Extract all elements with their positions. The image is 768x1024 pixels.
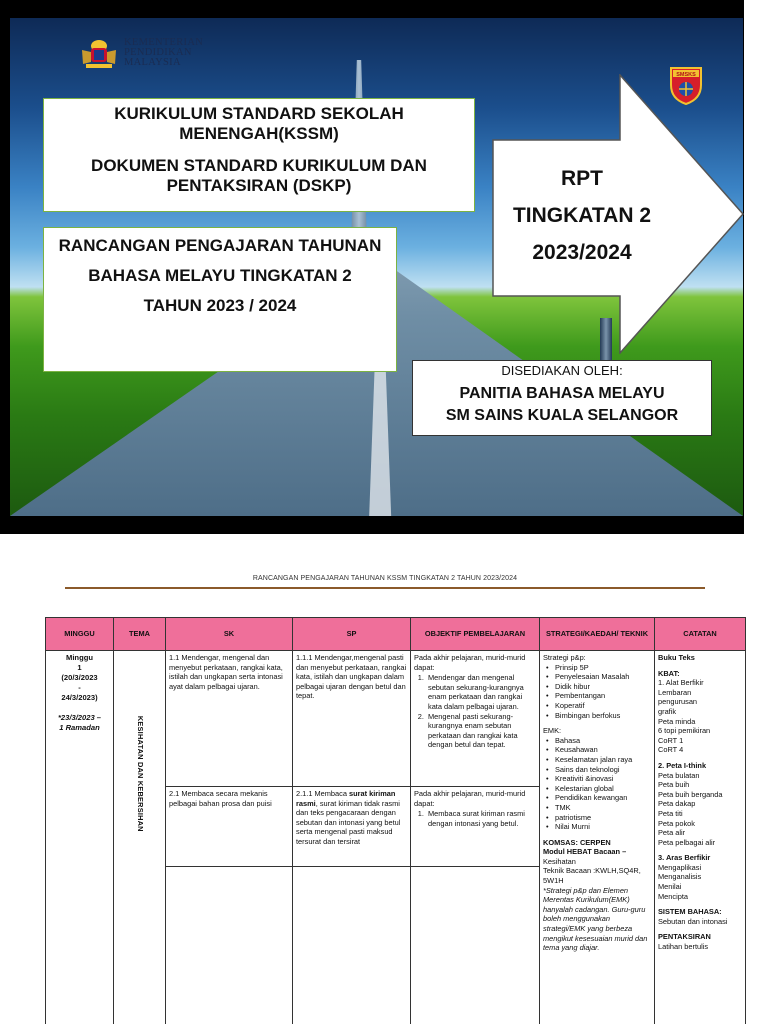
buku-teks: Buku Teks (658, 653, 695, 662)
prepared-by-box (412, 360, 712, 436)
objektif-item: 1. Membaca surat kiriman rasmi dengan intonasi yang betul. (426, 809, 536, 828)
list-item: • Keusahawan (543, 745, 651, 755)
sistem-bahasa: SISTEM BAHASA: (658, 907, 722, 917)
header-minggu: MINGGU (46, 618, 114, 651)
list-item: • Kelestarian global (543, 784, 651, 794)
arrow-tingkatan: TINGKATAN 2 (512, 204, 652, 227)
ramadan-date: *23/3/2023 – (57, 713, 102, 722)
objektif-intro: Pada akhir pelajaran, murid-murid dapat: (414, 789, 526, 808)
list-item: • Sains dan teknologi (543, 765, 651, 775)
rpt-title: RANCANGAN PENGAJARAN TAHUNAN (58, 236, 382, 255)
objektif-cell-2 (411, 787, 540, 867)
list-item: • Pembentangan (543, 691, 651, 701)
table-header-row (46, 618, 746, 651)
minggu-dash: - (78, 683, 81, 692)
objektif-item: 1. Mendengar dan mengenal sebutan sekurang-kurangnya enam perkataan dan rangkai kata dalam pelbagai ujaran. (426, 673, 536, 711)
document-title: RANCANGAN PENGAJARAN TAHUNAN KSSM TINGKATAN 2 TAHUN 2023/2024 (252, 575, 518, 582)
arrow-label (497, 160, 667, 271)
modul-label: Modul HEBAT Bacaan – (543, 847, 627, 857)
header-strategi: STRATEGI/KAEDAH/ TEKNIK (540, 618, 655, 651)
list-item: pengurusan (658, 697, 698, 707)
pentaksiran: PENTAKSIRAN (658, 932, 711, 942)
kssm-box (43, 98, 475, 212)
list-item: • TMK (543, 803, 651, 813)
sp-bold-text: surat kiriman rasmi (296, 789, 396, 808)
sk-cell-2: 2.1 Membaca secara mekanis pelbagai bahan prosa dan puisi (166, 787, 293, 867)
ministry-line-1: KEMENTERIAN (124, 37, 204, 48)
header-catatan: CATATAN (655, 618, 746, 651)
sp-cell-1: 1.1.1 Mendengar,mengenal pasti dan menyebut perkataan, rangkai kata, istilah dan ungkapan dalam pelbagai ujaran dengan betul dan tepat. (293, 651, 411, 787)
minggu-end: 24/3/2023) (61, 693, 98, 702)
prepared-label: DISEDIAKAN OLEH: (501, 363, 623, 378)
table-row (46, 651, 746, 787)
header-tema: TEMA (114, 618, 166, 651)
arrow-rpt: RPT (561, 167, 603, 190)
list-item: • Pendidikan kewangan (543, 793, 651, 803)
list-item: Peta buih berganda (658, 789, 723, 799)
arrow-year: 2023/2024 (532, 241, 632, 264)
list-item: • Nilai Murni (543, 822, 651, 832)
list-item: • patriotisme (543, 813, 651, 823)
list-item: Peta pelbagai alir (658, 837, 716, 847)
list-item: • Keselamatan jalan raya (543, 755, 651, 765)
list-item: Peta titi (658, 808, 683, 818)
emk-title: EMK: (543, 726, 562, 736)
sp-text: , surat kiriman tidak rasmi dan teks pengacaraan dengan sebutan dan intonasi yang betul serta mengenal pasti maksud tersurat dan tersirat (296, 798, 401, 846)
list-item: grafik (658, 706, 677, 716)
list-item: CoRT 4 (658, 745, 684, 755)
minggu-start: (20/3/2023 (61, 673, 98, 682)
subject-title: BAHASA MELAYU TINGKATAN 2 (88, 266, 352, 285)
kbat-title: KBAT: (658, 668, 680, 678)
ramadan-label: 1 Ramadan (59, 723, 100, 732)
header-objektif: OBJEKTIF PEMBELAJARAN (411, 618, 540, 651)
list-item: Menilai (658, 882, 682, 892)
modul-sub: Kesihatan (543, 856, 576, 866)
catatan-cell (655, 651, 746, 1024)
list-item: Lembaran (658, 687, 692, 697)
title-divider (65, 587, 705, 589)
kssm-title: KURIKULUM STANDARD SEKOLAH MENENGAH(KSSM) (114, 104, 404, 143)
peta-ithink: 2. Peta I-think (658, 760, 707, 770)
kpm-crest-icon (78, 36, 120, 70)
school-name: SM SAINS KUALA SELANGOR (445, 407, 679, 424)
sk-cell-1: 1.1 Mendengar, mengenal dan menyebut perkataan, rangkai kata, istilah dan ungkapan serta intonasi ayat dalam pelbagai ujaran. (166, 651, 293, 787)
strategi-title: Strategi p&p: (543, 653, 586, 662)
list-item: Peta dakap (658, 799, 696, 809)
sp-cell-3 (293, 867, 411, 1024)
objektif-cell-1 (411, 651, 540, 787)
ministry-name (124, 38, 203, 68)
list-item: Peta bulatan (658, 770, 700, 780)
alat-berfikir: 1. Alat Berfikir (658, 678, 704, 688)
objektif-intro: Pada akhir pelajaran, murid-murid dapat: (414, 653, 526, 672)
tema-cell (114, 651, 166, 1024)
ministry-line-2: PENDIDIKAN (124, 47, 192, 58)
list-item: 6 topi pemikiran (658, 726, 711, 736)
minggu-cell (46, 651, 114, 1024)
sp-cell-2 (293, 787, 411, 867)
komsas-label: KOMSAS: CERPEN (543, 837, 611, 847)
rpt-table (45, 617, 746, 1024)
strategi-note: *Strategi p&p dan Elemen Merentas Kurikulum(EMK) hanyalah cadangan. Guru-guru boleh menggunakan strategi/EMK yang berbeza mengikut kesesuaian murid dan tema yang diajar. (543, 885, 648, 953)
objektif-item: 2. Mengenal pasti sekurang-kurangnya enam sebutan perkataan dan rangkai kata dengan betul dan tepat. (426, 712, 536, 750)
list-item: • Didik hibur (543, 682, 651, 692)
objektif-cell-3 (411, 867, 540, 1024)
panel-name: PANITIA BAHASA MELAYU (459, 385, 665, 402)
pentaksiran-value: Latihan bertulis (658, 942, 709, 952)
strategi-cell (540, 651, 655, 1024)
list-item: • Koperatif (543, 701, 651, 711)
aras-berfikir: 3. Aras Berfikir (658, 853, 711, 863)
list-item: Mengaplikasi (658, 862, 702, 872)
list-item: • Bimbingan berfokus (543, 711, 651, 721)
list-item: • Bahasa (543, 736, 651, 746)
list-item: • Prinsip 5P (543, 663, 651, 673)
list-item: CoRT 1 (658, 735, 684, 745)
sk-cell-3 (166, 867, 293, 1024)
school-logo-text: SMSKS (676, 72, 696, 78)
tema-label: KESIHATAN DAN KEBERSIHAN (135, 715, 145, 832)
year-title: TAHUN 2023 / 2024 (143, 296, 297, 315)
header-sk: SK (166, 618, 293, 651)
teknik-bacaan: Teknik Bacaan :KWLH,SQ4R, 5W1H (543, 866, 641, 886)
ministry-line-3: MALAYSIA (124, 57, 181, 68)
header-sp: SP (293, 618, 411, 651)
list-item: • Kreativiti &inovasi (543, 774, 651, 784)
dskp-title: DOKUMEN STANDARD KURIKULUM DAN PENTAKSIRAN (DSKP) (91, 156, 427, 195)
list-item: Peta minda (658, 716, 696, 726)
list-item: Menganalisis (658, 872, 702, 882)
rpt-box (43, 227, 397, 372)
list-item: • Penyelesaian Masalah (543, 672, 651, 682)
minggu-label: Minggu (66, 653, 93, 662)
sp-text: 2.1.1 Membaca (296, 789, 349, 798)
sistem-bahasa-value: Sebutan dan intonasi (658, 916, 728, 926)
list-item: Mencipta (658, 891, 688, 901)
list-item: Peta buih (658, 780, 690, 790)
list-item: Peta alir (658, 828, 686, 838)
minggu-number: 1 (77, 663, 82, 672)
list-item: Peta pokok (658, 818, 695, 828)
